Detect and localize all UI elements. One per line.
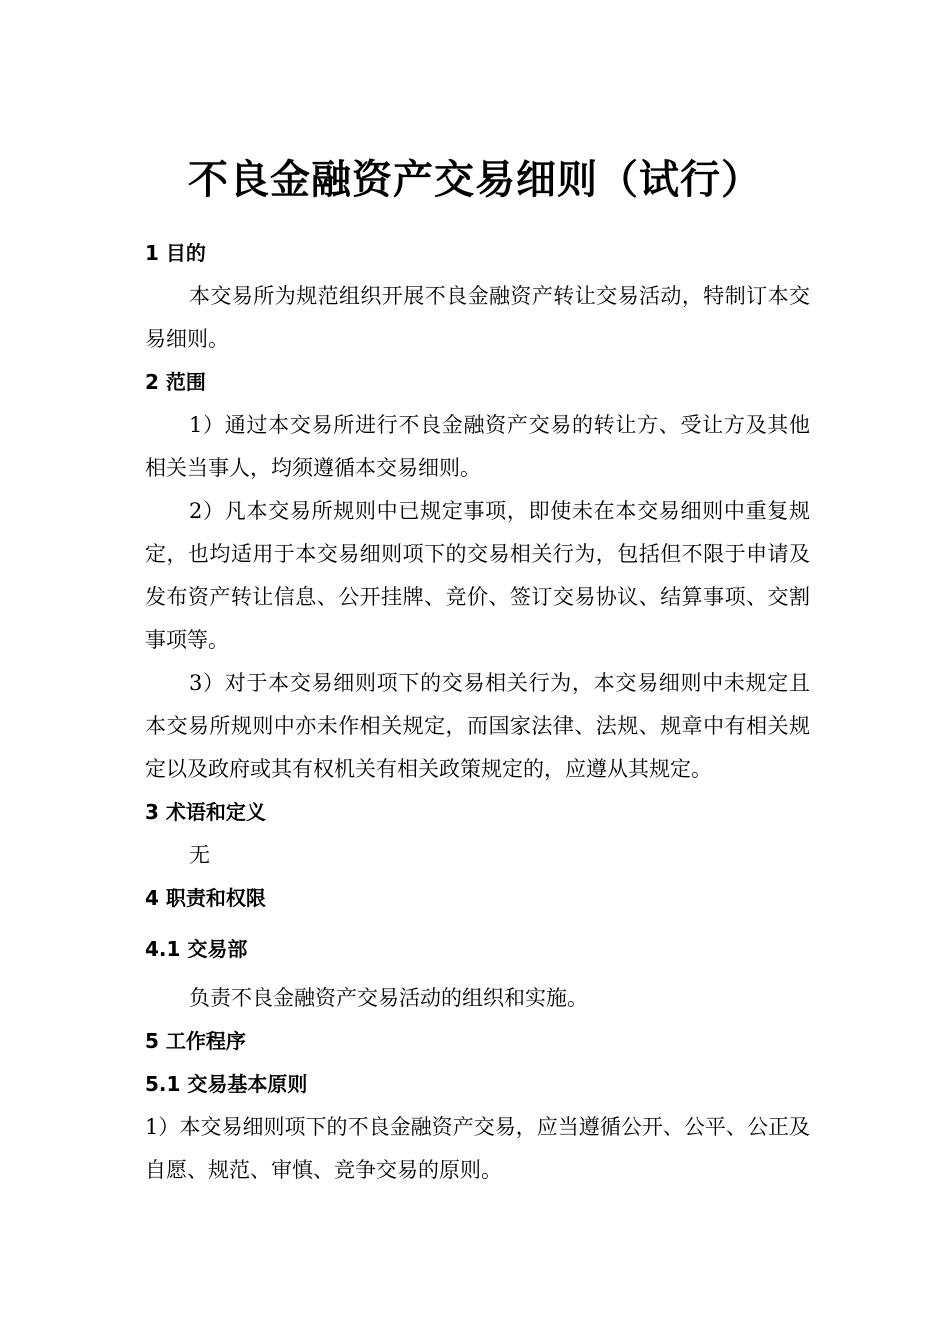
paragraph-purpose: 本交易所为规范组织开展不良金融资产转让交易活动，特制订本交易细则。 (145, 284, 810, 351)
section-heading-scope: 2 范围 (145, 370, 206, 394)
section-heading-procedure: 5 工作程序 (145, 1029, 246, 1053)
paragraph-trading-dept: 负责不良金融资产交易活动的组织和实施。 (189, 986, 588, 1010)
paragraph-scope-2: 2）凡本交易所规则中已规定事项，即使未在本交易细则中重复规定，也均适用于本交易细则项下的交易相关行为，包括但不限于申请及发布资产转让信息、公开挂牌、竞价、签订交易协议、结算事项、交割事项等。 (145, 499, 810, 652)
paragraph-principles-1: 1）本交易细则项下的不良金融资产交易，应当遵循公开、公平、公正及自愿、规范、审慎、竞争交易的原则。 (145, 1115, 810, 1182)
subsection-heading-trading-dept: 4.1 交易部 (145, 937, 248, 961)
section-heading-purpose: 1 目的 (145, 241, 206, 265)
section-heading-duties: 4 职责和权限 (145, 886, 266, 910)
section-heading-terms: 3 术语和定义 (145, 800, 266, 824)
subsection-heading-principles: 5.1 交易基本原则 (145, 1072, 308, 1096)
page-title: 不良金融资产交易细则（试行） (188, 157, 762, 203)
paragraph-scope-1: 1）通过本交易所进行不良金融资产交易的转让方、受让方及其他相关当事人，均须遵循本交易细则。 (145, 413, 810, 480)
paragraph-scope-3: 3）对于本交易细则项下的交易相关行为，本交易细则中未规定且本交易所规则中亦未作相关规定，而国家法律、法规、规章中有相关规定以及政府或其有权机关有相关政策规定的，应遵从其规定。 (145, 671, 810, 781)
document-body (145, 232, 810, 1192)
paragraph-terms: 无 (189, 843, 210, 867)
